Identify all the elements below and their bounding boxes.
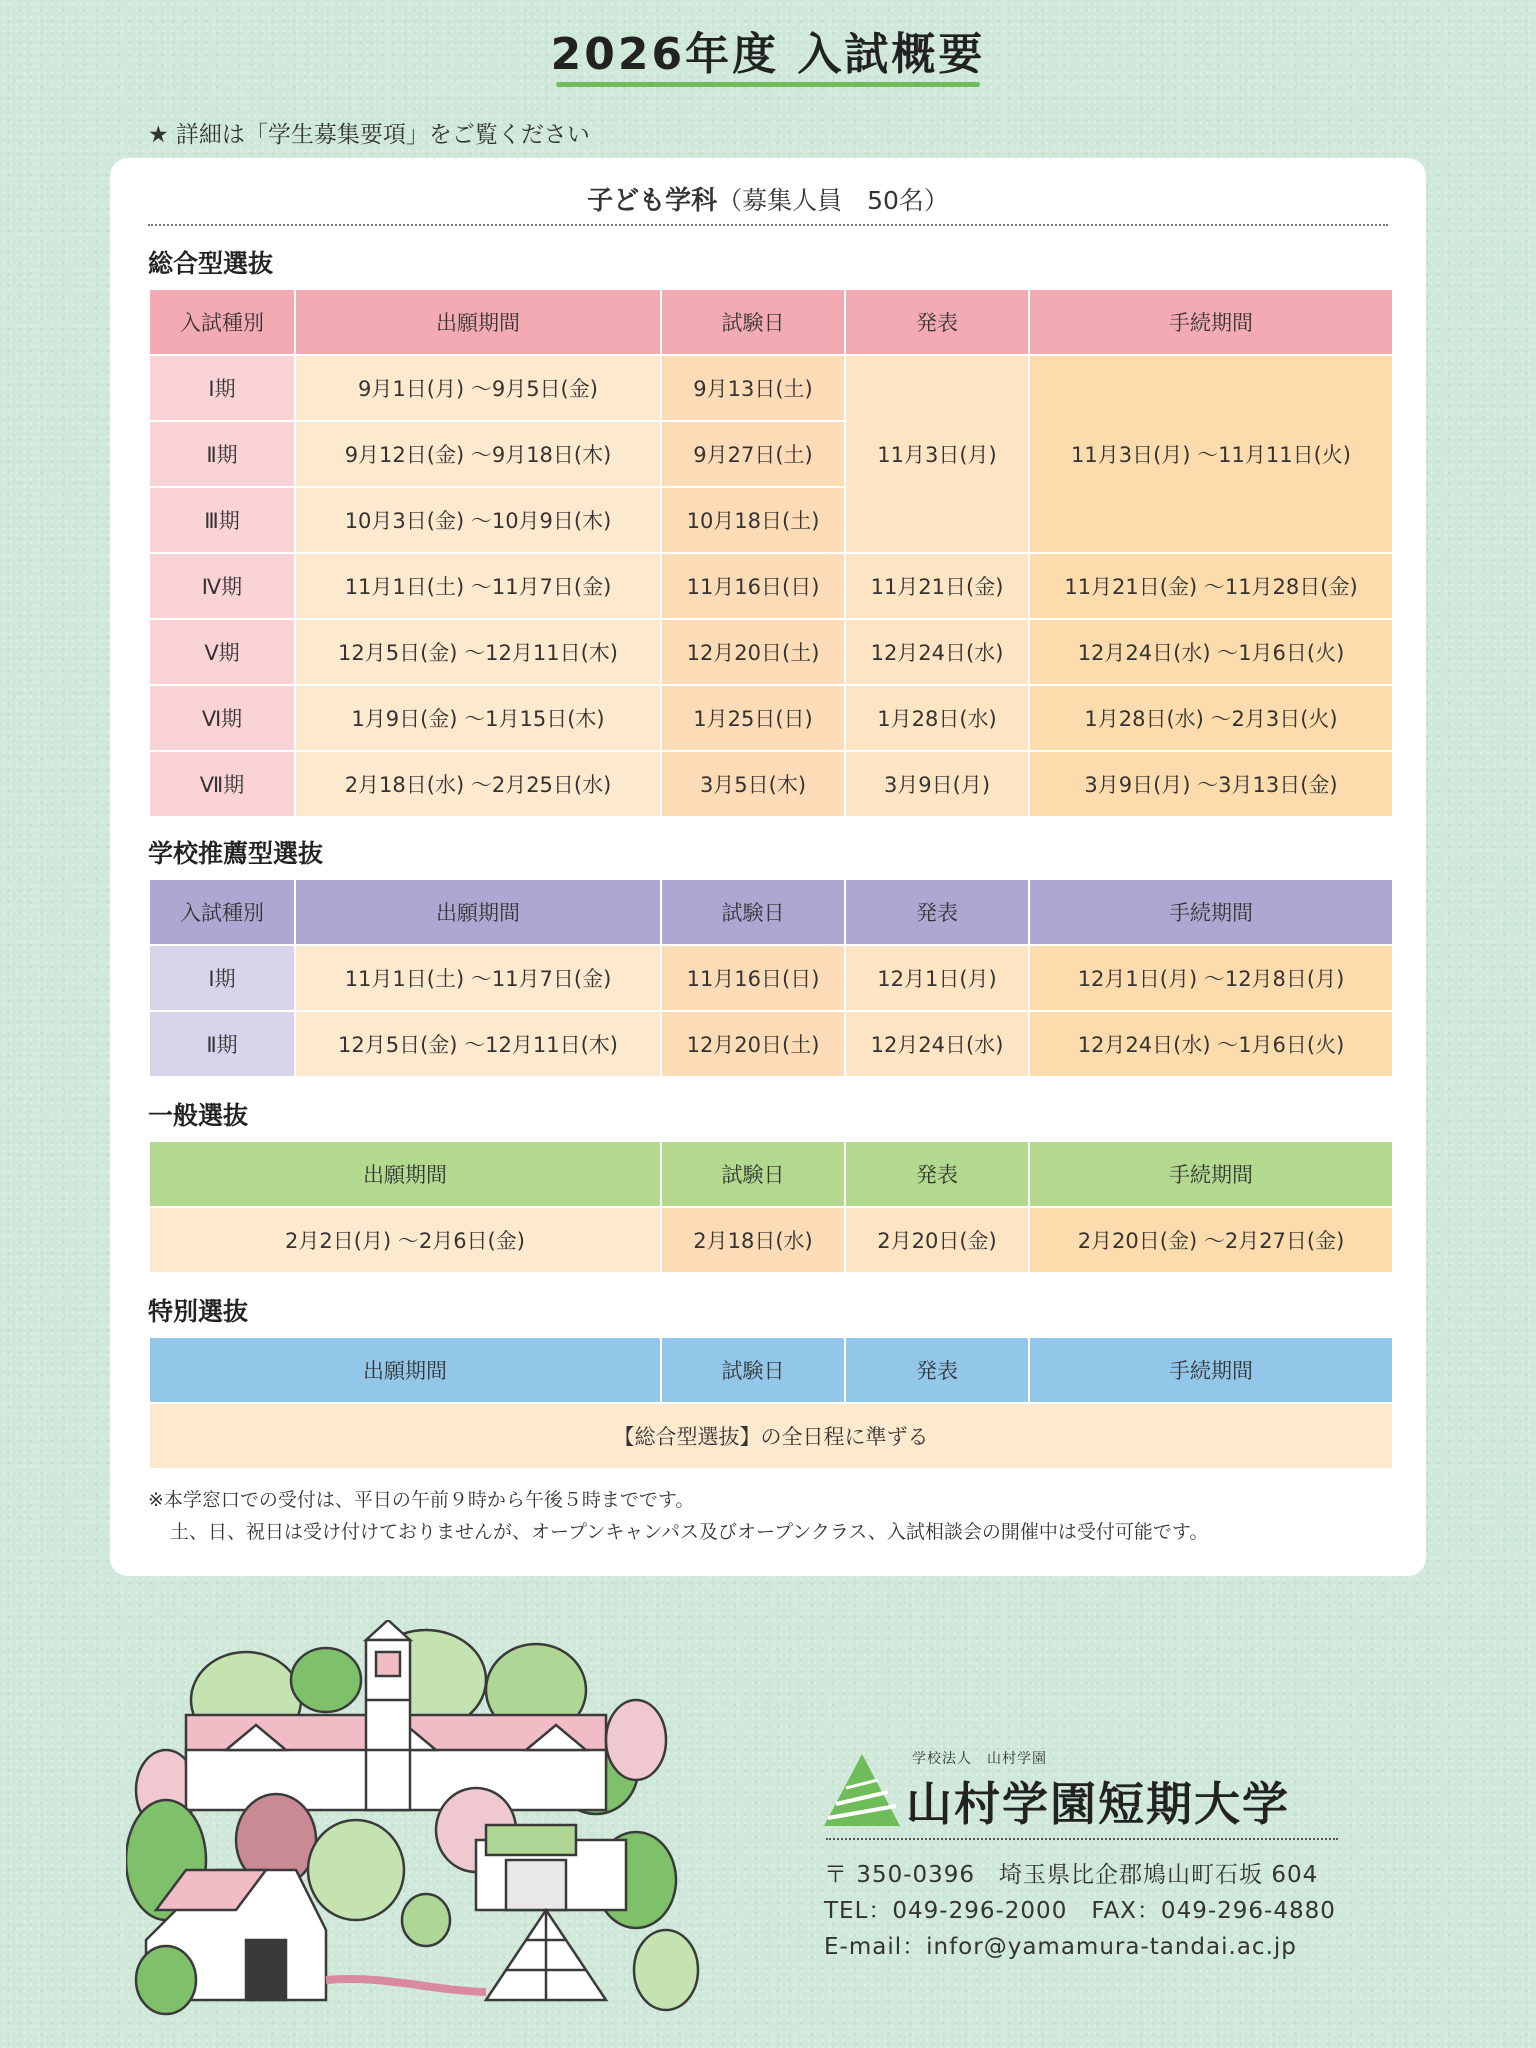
- dotted-divider: [148, 224, 1388, 226]
- apply-period: 11月1日(土) 〜11月7日(金): [295, 945, 661, 1011]
- footnote-line-1: ※本学窓口での受付は、平日の午前９時から午後５時までです。: [148, 1489, 695, 1511]
- procedure-period: 1月28日(水) 〜2月3日(火): [1029, 685, 1393, 751]
- procedure-period: 11月21日(金) 〜11月28日(金): [1029, 553, 1393, 619]
- school-name: 山村学園短期大学: [906, 1777, 1290, 1831]
- exam-date: 11月16日(日): [661, 945, 845, 1011]
- procedure-period: 12月1日(月) 〜12月8日(月): [1029, 945, 1393, 1011]
- table-row: [149, 751, 1393, 817]
- special-note: 【総合型選抜】の全日程に準ずる: [149, 1403, 1393, 1469]
- row-label: Ⅲ期: [149, 487, 295, 553]
- section-title-comprehensive: 総合型選抜: [148, 249, 274, 278]
- procedure-period: 2月20日(金) 〜2月27日(金): [1029, 1207, 1393, 1273]
- school-logo: [822, 1740, 1342, 1870]
- column-header-kind: 入試種別: [149, 289, 295, 355]
- school-phone-fax: TEL：049-296-2000 FAX：049-296-4880: [824, 1898, 1336, 1924]
- school-address: 〒 350-0396 埼玉県比企郡鳩山町石坂 604: [824, 1862, 1319, 1888]
- row-label: Ⅰ期: [149, 945, 295, 1011]
- procedure-period: 12月24日(水) 〜1月6日(火): [1029, 619, 1393, 685]
- row-label: Ⅱ期: [149, 421, 295, 487]
- column-header-procedure: 手続期間: [1029, 879, 1393, 945]
- apply-period: 2月2日(月) 〜2月6日(金): [149, 1207, 661, 1273]
- table-header-row: [149, 289, 1393, 355]
- table-row: [149, 685, 1393, 751]
- result-date: 12月24日(水): [845, 619, 1029, 685]
- procedure-period: 12月24日(水) 〜1月6日(火): [1029, 1011, 1393, 1077]
- exam-date: 9月27日(土): [661, 421, 845, 487]
- exam-date: 1月25日(日): [661, 685, 845, 751]
- column-header-result: 発表: [845, 1337, 1029, 1403]
- row-label: Ⅳ期: [149, 553, 295, 619]
- column-header-procedure: 手続期間: [1029, 1141, 1393, 1207]
- section-title-special: 特別選抜: [148, 1297, 249, 1326]
- exam-date: 11月16日(日): [661, 553, 845, 619]
- department-heading: [110, 180, 1426, 217]
- column-header-result: 発表: [845, 1141, 1029, 1207]
- table-header-row: [149, 1337, 1393, 1403]
- table-row: [149, 1011, 1393, 1077]
- exam-date: 10月18日(土): [661, 487, 845, 553]
- column-header-kind: 入試種別: [149, 879, 295, 945]
- column-header-apply: 出願期間: [149, 1337, 661, 1403]
- result-date: 1月28日(水): [845, 685, 1029, 751]
- result-date: 12月1日(月): [845, 945, 1029, 1011]
- column-header-procedure: 手続期間: [1029, 1337, 1393, 1403]
- apply-period: 2月18日(水) 〜2月25日(水): [295, 751, 661, 817]
- apply-period: 11月1日(土) 〜11月7日(金): [295, 553, 661, 619]
- footnote: [148, 1484, 1208, 1548]
- procedure-period: 3月9日(月) 〜3月13日(金): [1029, 751, 1393, 817]
- campus-illustration: [126, 1620, 706, 2020]
- exam-date: 2月18日(水): [661, 1207, 845, 1273]
- apply-period: 9月1日(月) 〜9月5日(金): [295, 355, 661, 421]
- column-header-exam: 試験日: [661, 879, 845, 945]
- row-label: Ⅴ期: [149, 619, 295, 685]
- table-row: [149, 1403, 1393, 1469]
- result-date: 2月20日(金): [845, 1207, 1029, 1273]
- result-date: 3月9日(月): [845, 751, 1029, 817]
- table-header-row: [149, 1141, 1393, 1207]
- table-row: [149, 945, 1393, 1011]
- exam-date: 9月13日(土): [661, 355, 845, 421]
- table-special: [148, 1336, 1394, 1470]
- details-note: ★ 詳細は「学生募集要項」をご覧ください: [148, 122, 590, 148]
- apply-period: 10月3日(金) 〜10月9日(木): [295, 487, 661, 553]
- result-date: 12月24日(水): [845, 1011, 1029, 1077]
- column-header-apply: 出願期間: [149, 1141, 661, 1207]
- footnote-line-2: 土、日、祝日は受け付けておりませんが、オープンキャンパス及びオープンクラス、入試相談会の開催中は受付可能です。: [170, 1521, 1209, 1543]
- apply-period: 12月5日(金) 〜12月11日(木): [295, 1011, 661, 1077]
- row-label: Ⅵ期: [149, 685, 295, 751]
- column-header-result: 発表: [845, 879, 1029, 945]
- section-title-school-recommendation: 学校推薦型選抜: [148, 839, 324, 868]
- department-capacity: （募集人員 50名）: [717, 186, 949, 215]
- table-row: [149, 553, 1393, 619]
- section-title-general: 一般選抜: [148, 1101, 249, 1130]
- apply-period: 9月12日(金) 〜9月18日(木): [295, 421, 661, 487]
- table-header-row: [149, 879, 1393, 945]
- column-header-apply: 出願期間: [295, 879, 661, 945]
- exam-date: 12月20日(土): [661, 619, 845, 685]
- column-header-exam: 試験日: [661, 1337, 845, 1403]
- table-row: [149, 355, 1393, 421]
- department-name: 子ども学科: [587, 186, 718, 216]
- mountain-logo-icon: [822, 1752, 902, 1832]
- school-email[interactable]: E-mail：infor@yamamura-tandai.ac.jp: [824, 1934, 1297, 1960]
- apply-period: 12月5日(金) 〜12月11日(木): [295, 619, 661, 685]
- logo-divider: [826, 1838, 1338, 1840]
- table-row: [149, 619, 1393, 685]
- table-comprehensive: [148, 288, 1394, 818]
- row-label: Ⅶ期: [149, 751, 295, 817]
- column-header-procedure: 手続期間: [1029, 289, 1393, 355]
- column-header-exam: 試験日: [661, 1141, 845, 1207]
- row-label: Ⅱ期: [149, 1011, 295, 1077]
- title-underline: [556, 82, 980, 87]
- column-header-result: 発表: [845, 289, 1029, 355]
- schedule-card: [110, 158, 1426, 1576]
- column-header-exam: 試験日: [661, 289, 845, 355]
- row-label: Ⅰ期: [149, 355, 295, 421]
- apply-period: 1月9日(金) 〜1月15日(木): [295, 685, 661, 751]
- exam-date: 3月5日(木): [661, 751, 845, 817]
- school-corporation: 学校法人 山村学園: [912, 1751, 1047, 1767]
- page-title: 2026年度 入試概要: [550, 29, 986, 80]
- table-general: [148, 1140, 1394, 1274]
- procedure-period: 11月3日(月) 〜11月11日(火): [1029, 355, 1393, 553]
- table-row: [149, 1207, 1393, 1273]
- column-header-apply: 出願期間: [295, 289, 661, 355]
- exam-date: 12月20日(土): [661, 1011, 845, 1077]
- table-school-recommendation: [148, 878, 1394, 1078]
- result-date: 11月21日(金): [845, 553, 1029, 619]
- result-date: 11月3日(月): [845, 355, 1029, 553]
